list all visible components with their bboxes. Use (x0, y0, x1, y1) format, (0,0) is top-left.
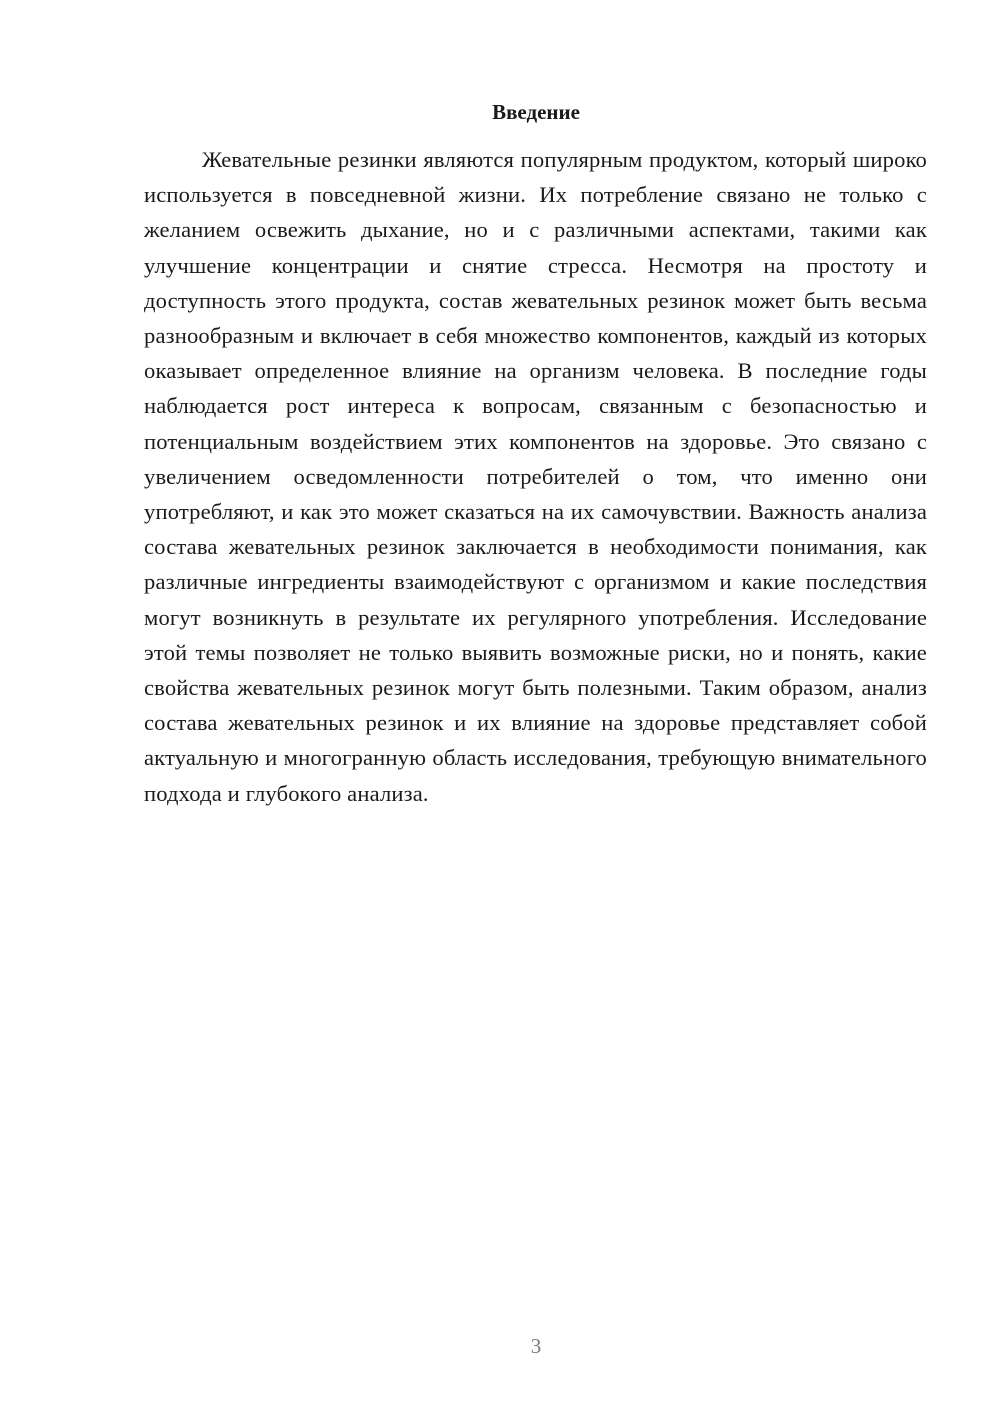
section-heading: Введение (492, 100, 580, 124)
introduction-paragraph: Жевательные резинки являются популярным продуктом, который широко используется в повседневной жизни. Их потребление связано не только с желанием освежить дыхание, но и с различными аспектами, такими как улучшение концентрации и снятие стресса. Несмотря на простоту и доступность этого продукта, состав жевательных резинок может быть весьма разнообразным и включает в себя множество компонентов, каждый из которых оказывает определенное влияние на организм человека. В последние годы наблюдается рост интереса к вопросам, связанным с безопасностью и потенциальным воздействием этих компонентов на здоровье. Это связано с увеличением осведомленности потребителей о том, что именно они употребляют, и как это может сказаться на их самочувствии. Важность анализа состава жевательных резинок заключается в необходимости понимания, как различные ингредиенты взаимодействуют с организмом и какие последствия могут возникнуть в результате их регулярного употребления. Исследование этой темы позволяет не только выявить возможные риски, но и понять, какие свойства жевательных резинок могут быть полезными. Таким образом, анализ состава жевательных резинок и их влияние на здоровье представляет собой актуальную и многогранную область исследования, требующую внимательного подхода и глубокого анализа. (144, 147, 927, 806)
page-number: 3 (530, 1334, 542, 1358)
